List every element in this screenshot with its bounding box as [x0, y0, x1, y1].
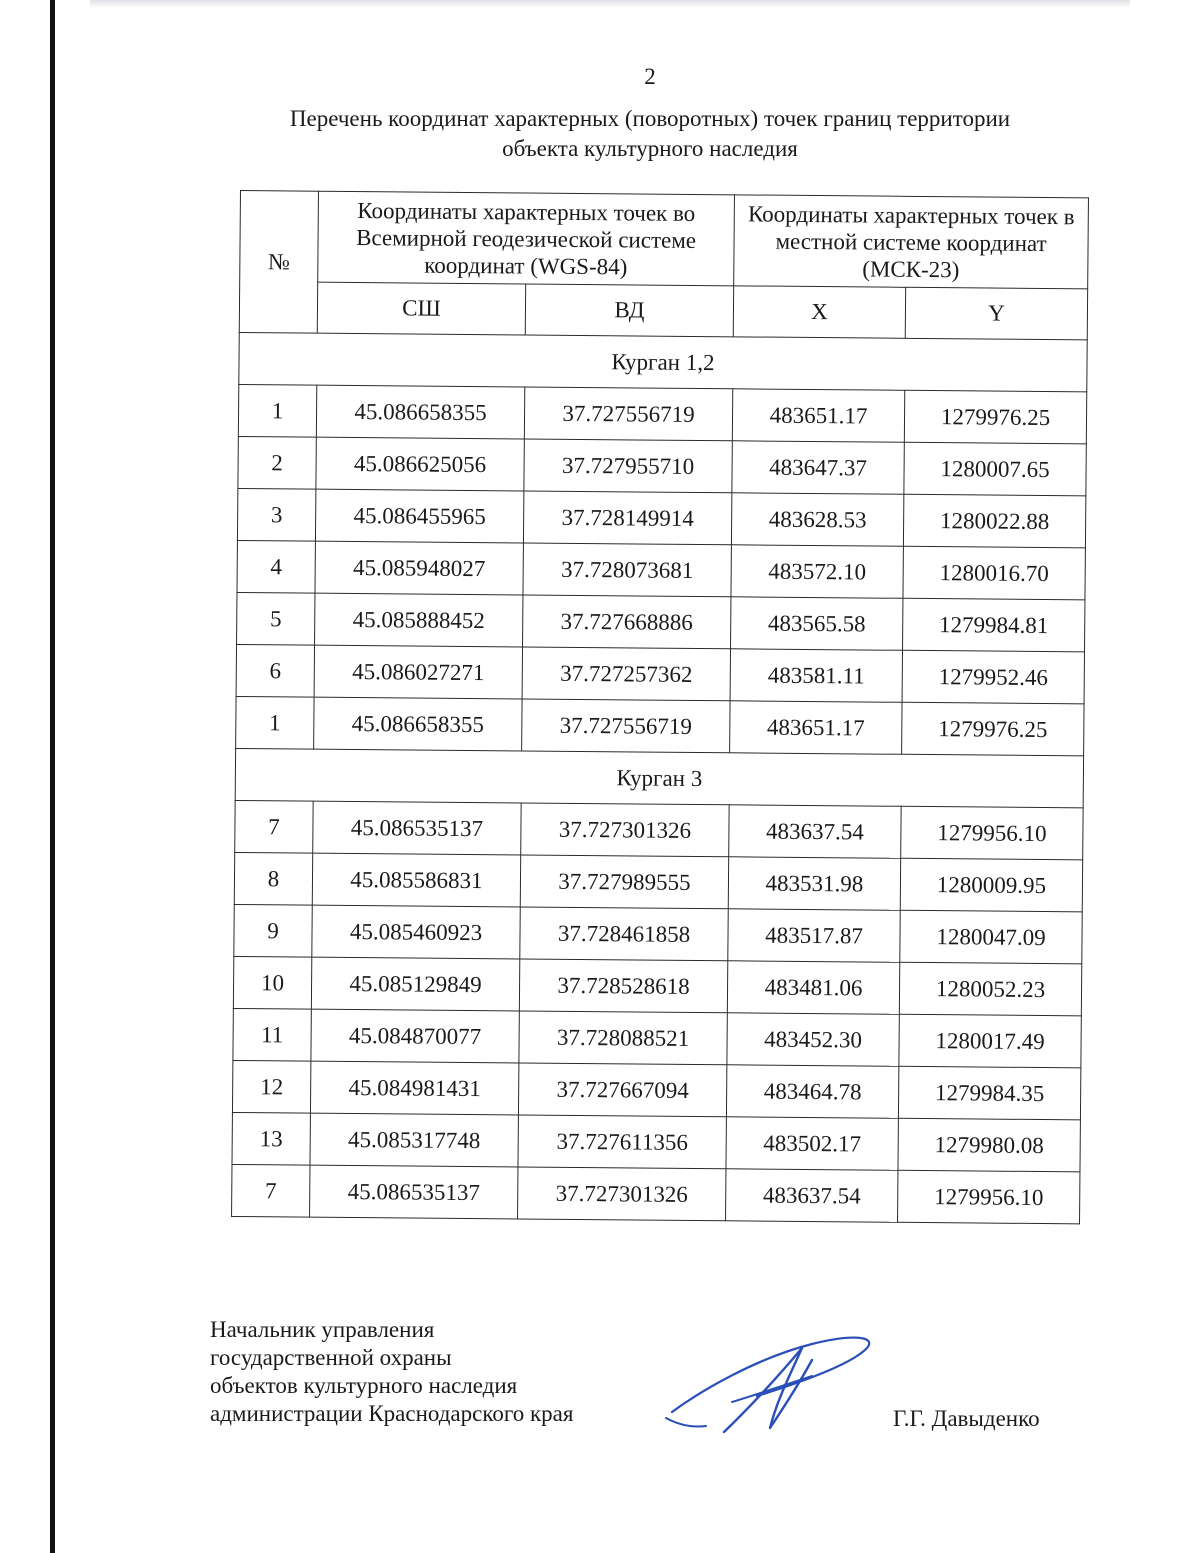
table-body: [232, 332, 1088, 1223]
cell-y: 1280007.65: [904, 442, 1086, 496]
cell-longitude: 37.727556719: [524, 387, 732, 441]
table-row: [237, 488, 1085, 547]
group-row: [239, 332, 1087, 391]
cell-longitude: 37.728073681: [523, 543, 731, 597]
table-header-row: [240, 191, 1089, 289]
table-row: [236, 696, 1084, 755]
cell-x: 483531.98: [728, 857, 900, 910]
cell-latitude: 45.085460923: [312, 905, 520, 959]
header-y: Y: [905, 287, 1087, 340]
cell-point-number: 7: [235, 800, 313, 853]
header-longitude: ВД: [525, 284, 733, 337]
table-row: [232, 1164, 1080, 1223]
cell-latitude: 45.086535137: [310, 1165, 518, 1219]
cell-point-number: 9: [234, 904, 312, 957]
signatory-position-line-1: Начальник управления: [210, 1317, 435, 1342]
scan-top-bleed: [90, 0, 1130, 8]
header-msk23-group: Координаты характерных точек в местной системе координат (МСК-23): [734, 195, 1089, 289]
cell-latitude: 45.085888452: [315, 593, 523, 647]
cell-y: 1280047.09: [900, 910, 1082, 964]
cell-latitude: 45.086625056: [316, 437, 524, 491]
header-latitude: СШ: [317, 282, 525, 335]
cell-point-number: 13: [232, 1112, 310, 1165]
cell-y: 1280016.70: [903, 546, 1085, 600]
cell-point-number: 7: [232, 1164, 310, 1217]
cell-y: 1279984.35: [898, 1066, 1080, 1120]
group-row: [235, 748, 1083, 807]
cell-latitude: 45.086535137: [313, 801, 521, 855]
cell-longitude: 37.727257362: [522, 647, 730, 701]
table-row: [233, 956, 1081, 1015]
cell-y: 1280009.95: [900, 858, 1082, 912]
group-title: Курган 1,2: [239, 332, 1087, 391]
group-title: Курган 3: [235, 748, 1083, 807]
cell-longitude: 37.728461858: [520, 907, 728, 961]
cell-point-number: 10: [233, 956, 311, 1009]
cell-point-number: 1: [236, 696, 314, 749]
cell-x: 483637.54: [729, 805, 901, 858]
cell-x: 483452.30: [727, 1013, 899, 1066]
page-left-border: [50, 0, 55, 1553]
cell-x: 483581.11: [730, 649, 902, 702]
cell-x: 483517.87: [728, 909, 900, 962]
cell-longitude: 37.727611356: [518, 1115, 726, 1169]
handwritten-signature: [662, 1330, 882, 1445]
document-title-line-2: объекта культурного наследия: [502, 136, 798, 161]
cell-y: 1279952.46: [902, 650, 1084, 704]
cell-x: 483565.58: [731, 597, 903, 650]
cell-longitude: 37.728088521: [519, 1011, 727, 1065]
cell-x: 483572.10: [731, 545, 903, 598]
cell-longitude: 37.727556719: [522, 699, 730, 753]
cell-y: 1279956.10: [898, 1170, 1080, 1224]
table-row: [238, 384, 1086, 443]
cell-latitude: 45.084981431: [310, 1061, 518, 1115]
cell-y: 1279980.08: [898, 1118, 1080, 1172]
cell-y: 1280017.49: [899, 1014, 1081, 1068]
cell-y: 1279984.81: [903, 598, 1085, 652]
cell-point-number: 4: [237, 540, 315, 593]
document-title: [240, 104, 1060, 164]
cell-point-number: 2: [238, 436, 316, 489]
cell-point-number: 1: [238, 384, 316, 437]
cell-latitude: 45.086027271: [314, 645, 522, 699]
cell-x: 483464.78: [726, 1065, 898, 1118]
page-number: 2: [644, 64, 656, 89]
cell-point-number: 3: [237, 488, 315, 541]
cell-x: 483502.17: [726, 1117, 898, 1170]
cell-longitude: 37.727301326: [518, 1167, 726, 1221]
cell-latitude: 45.086658355: [316, 385, 524, 439]
cell-point-number: 6: [236, 644, 314, 697]
coordinates-table: [231, 190, 1089, 1224]
table-row: [236, 644, 1084, 703]
cell-y: 1279976.25: [904, 390, 1086, 444]
cell-x: 483637.54: [726, 1169, 898, 1222]
cell-latitude: 45.086658355: [314, 697, 522, 751]
cell-point-number: 8: [234, 852, 312, 905]
table-row: [234, 904, 1082, 963]
table-row: [238, 436, 1086, 495]
cell-point-number: 12: [232, 1060, 310, 1113]
cell-point-number: 11: [233, 1008, 311, 1061]
cell-y: 1280022.88: [903, 494, 1085, 548]
header-x: X: [733, 286, 905, 338]
cell-latitude: 45.085317748: [310, 1113, 518, 1167]
table-row: [232, 1060, 1080, 1119]
cell-latitude: 45.085948027: [315, 541, 523, 595]
cell-latitude: 45.084870077: [311, 1009, 519, 1063]
cell-longitude: 37.727301326: [521, 803, 729, 857]
cell-x: 483647.37: [732, 441, 904, 494]
table-row: [237, 540, 1085, 599]
cell-x: 483651.17: [730, 701, 902, 754]
cell-x: 483628.53: [731, 493, 903, 546]
cell-latitude: 45.085129849: [311, 957, 519, 1011]
cell-longitude: 37.728149914: [523, 491, 731, 545]
table-row: [232, 1112, 1080, 1171]
table-row: [233, 1008, 1081, 1067]
cell-x: 483481.06: [727, 961, 899, 1014]
cell-point-number: 5: [237, 592, 315, 645]
document-title-line-1: Перечень координат характерных (поворотных) точек границ территории: [289, 106, 1011, 131]
cell-latitude: 45.085586831: [312, 853, 520, 907]
cell-longitude: 37.727667094: [518, 1063, 726, 1117]
table-row: [237, 592, 1085, 651]
table-row: [235, 800, 1083, 859]
cell-longitude: 37.727955710: [524, 439, 732, 493]
header-number: №: [239, 191, 318, 334]
signatory-position-line-3: объектов культурного наследия: [210, 1373, 518, 1398]
table-subheader-row: [239, 282, 1087, 340]
cell-x: 483651.17: [732, 389, 904, 442]
cell-latitude: 45.086455965: [315, 489, 523, 543]
signatory-name: Г.Г. Давыденко: [893, 1406, 1040, 1431]
cell-y: 1279956.10: [901, 806, 1083, 860]
cell-longitude: 37.727989555: [520, 855, 728, 909]
cell-y: 1279976.25: [902, 702, 1084, 756]
header-wgs84-group: Координаты характерных точек во Всемирной геодезической системе координат (WGS-84): [318, 191, 735, 286]
cell-y: 1280052.23: [899, 962, 1081, 1016]
signatory-position-line-4: администрации Краснодарского края: [210, 1401, 574, 1426]
cell-longitude: 37.727668886: [523, 595, 731, 649]
cell-longitude: 37.728528618: [519, 959, 727, 1013]
signatory-position: [210, 1316, 573, 1428]
table-row: [234, 852, 1082, 911]
signatory-position-line-2: государственной охраны: [210, 1345, 452, 1370]
